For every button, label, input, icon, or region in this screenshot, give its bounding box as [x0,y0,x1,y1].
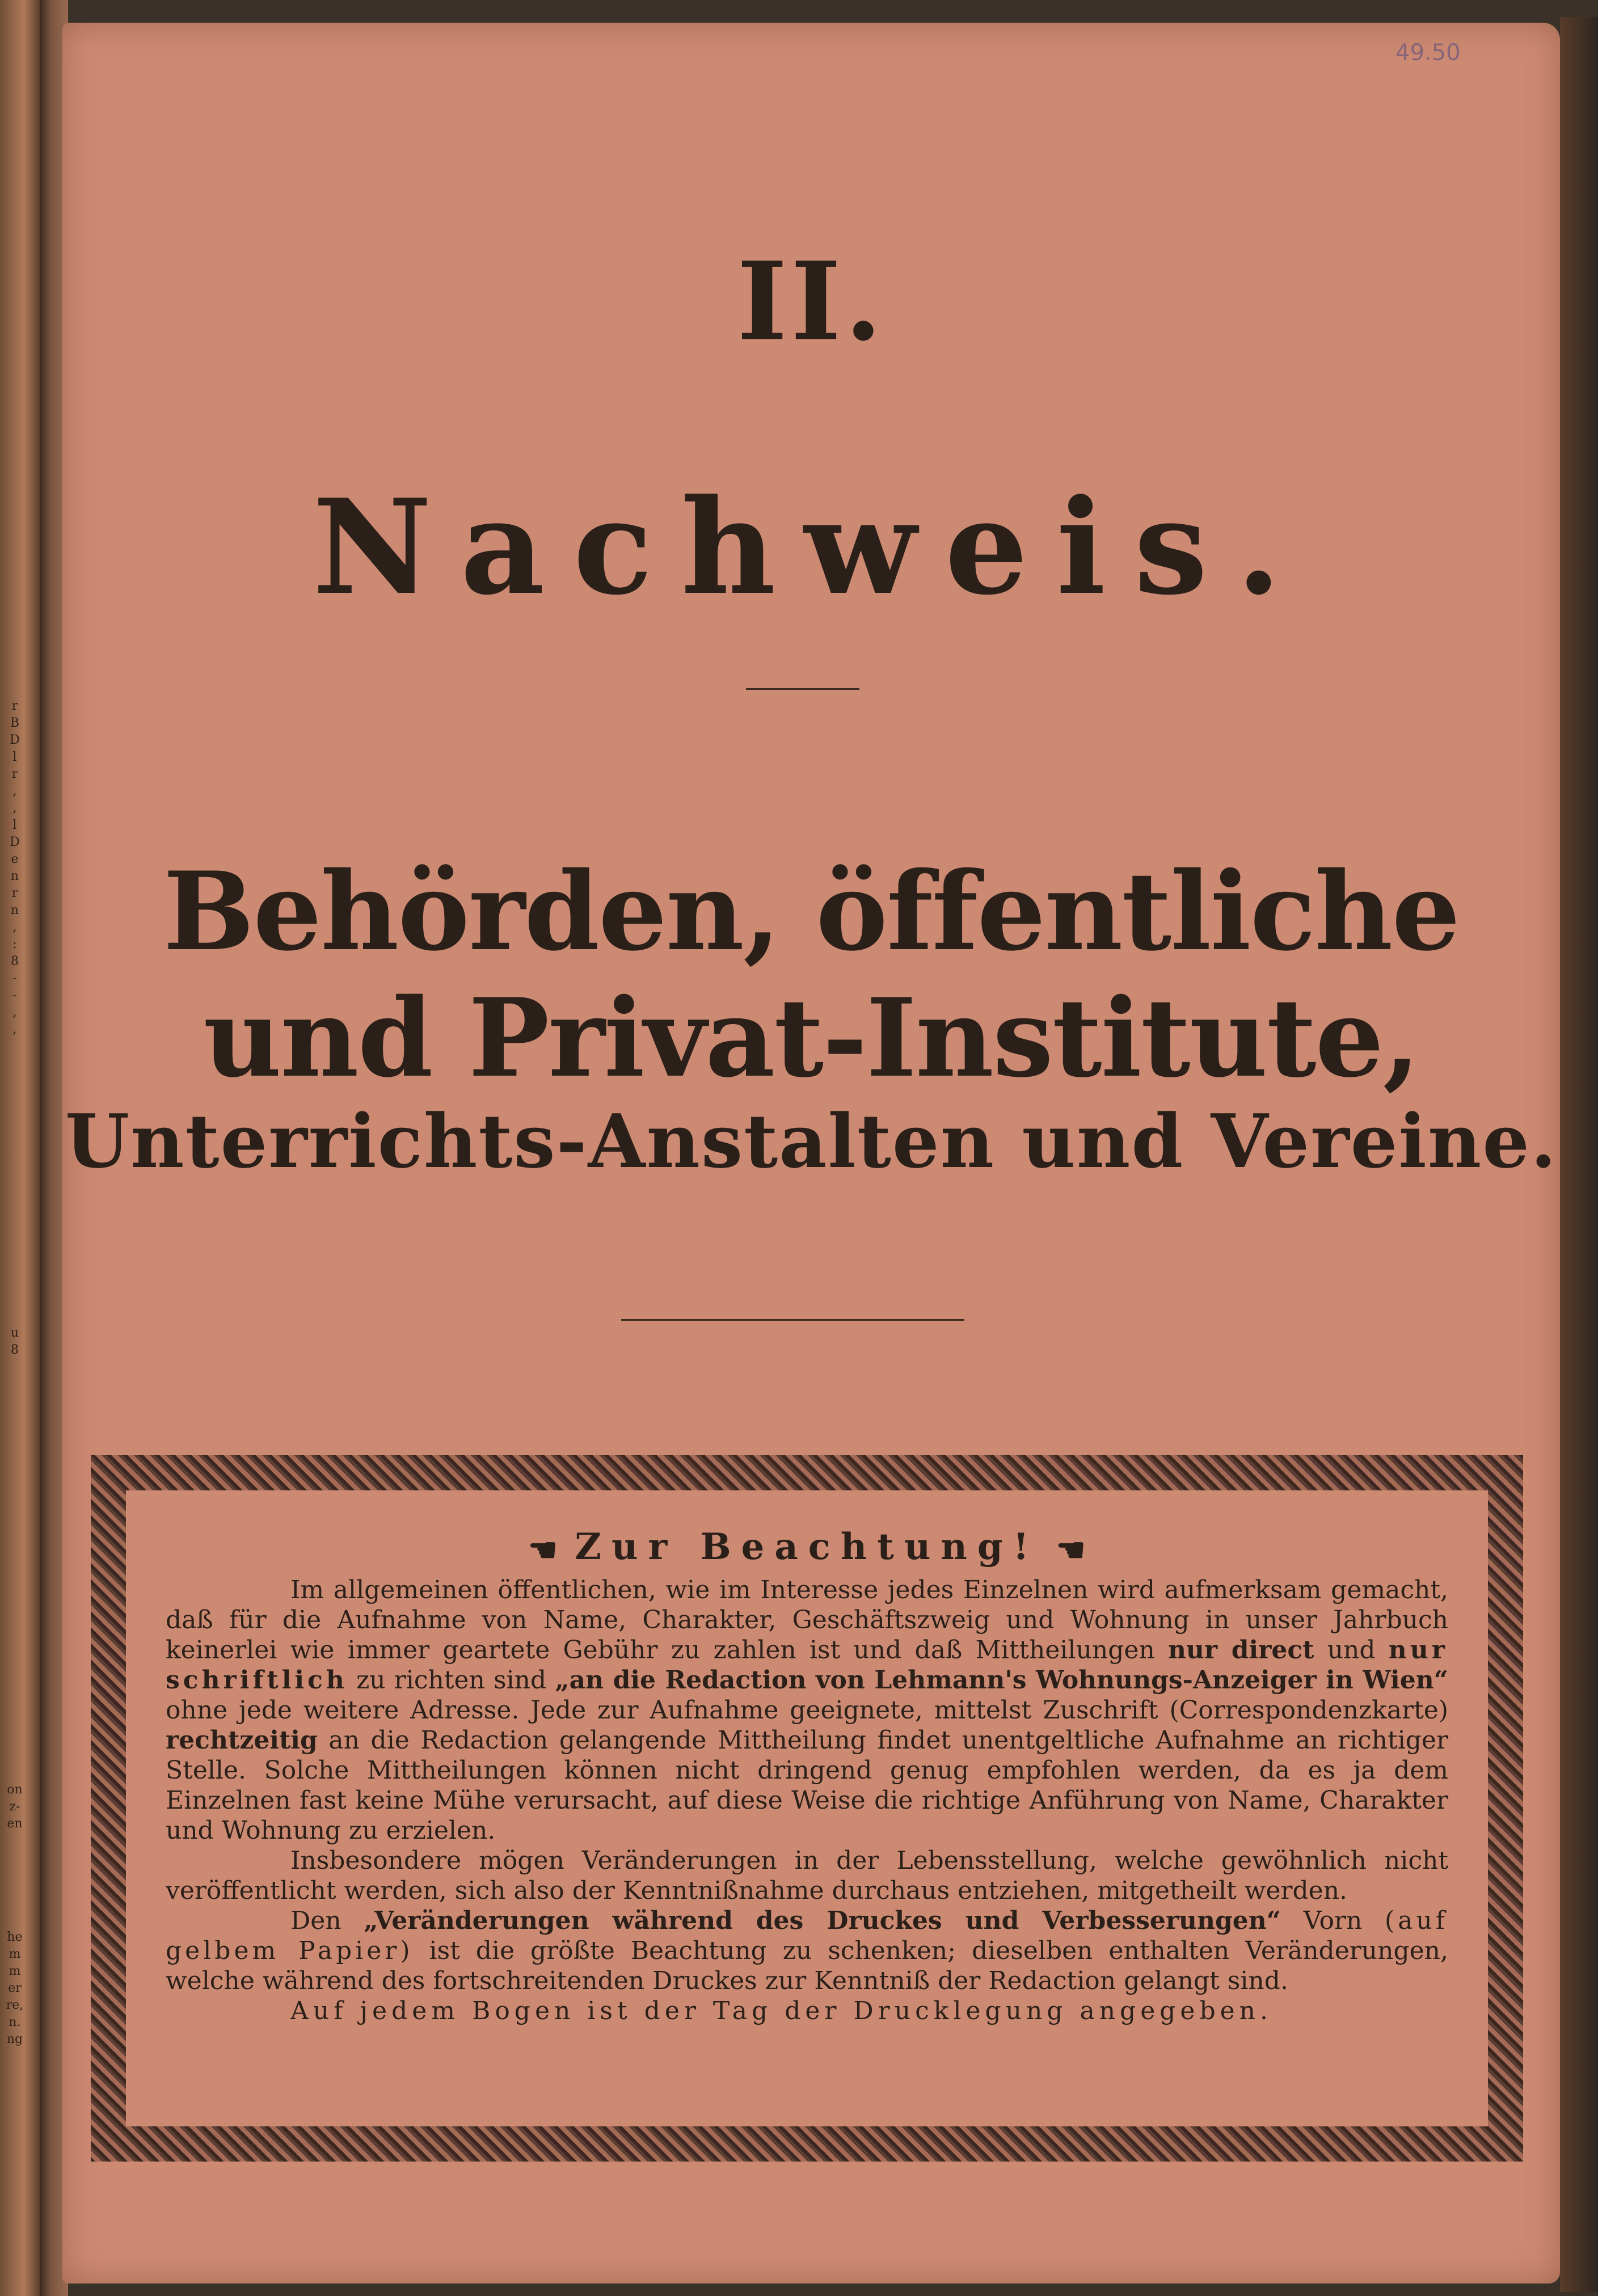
notice-text: Im allgemeinen öffentlichen, wie im Interesse jedes Einzelnen wird aufmerksam gemacht, daß für die Aufnahme von Name, Charakter, Geschäftszweig und Wohnung in unser Jahrbuch keinerlei wie immer geartete Gebühr zu zahlen ist und daß Mittheilungen [166,1575,1448,1665]
notice-heading-row [166,1524,1448,1573]
notice-content [166,1524,1448,2104]
adjacent-page-text-fragment: r B D l r , , l D e n r n , : 8 - - , , [10,699,20,1037]
notice-emphasis: nur schriftlich [166,1635,1448,1695]
handwritten-folio-number: 49.50 [1395,40,1461,66]
adjacent-page-text-fragment: on z- en [7,1783,23,1831]
notice-text: und [1327,1635,1376,1665]
pointing-hand-icon: ☛ [528,1530,558,1569]
notice-emphasis-address: „an die Redaction von Lehmann's Wohnungs-Anzeiger in Wien“ [555,1665,1448,1695]
notice-text: zu richten sind [356,1665,547,1695]
pointing-hand-icon: ☚ [1056,1530,1086,1569]
notice-text: ohne jede weitere Adresse. Jede zur Aufnahme geeignete, mittelst Zuschrift (Correspondenzkarte) [166,1695,1448,1725]
notice-text: an die Redaction gelangende Mittheilung findet unentgeltliche Aufnahme an richtiger Stelle. Solche Mittheilungen können nicht dringend genug empfohlen werden, da es ja dem Einzelnen fast keine Mühe verursacht, auf diese Weise die richtige Anführung von Name, Charakter und Wohnung zu erzielen. [166,1725,1448,1845]
notice-paragraph-2: Insbesondere mögen Veränderungen in der Lebensstellung, welche gewöhnlich nicht veröffentlicht werden, sich also der Kenntnißnahme durchaus entziehen, mitgetheilt werden. [166,1846,1448,1905]
notice-paragraph-3 [166,1906,1448,1996]
notice-emphasis: nur direct [1168,1635,1314,1665]
section-subtitle-line2: Unterrichts-Anstalten und Vereine. [65,1098,1558,1185]
notice-paragraph-1 [166,1575,1448,1846]
adjacent-page-text-fragment: u 8 [10,1326,19,1357]
book-cover-edge [1560,17,1598,2292]
notice-emphasis: rechtzeitig [166,1725,318,1755]
divider-rule [621,1319,964,1321]
notice-text: Den [290,1906,341,1935]
adjacent-page-text-fragment: he m m er re, n. ng [6,1930,24,2046]
section-numeral: II. [737,238,886,365]
notice-text: ist die größte Beachtung zu schenken; dieselben enthalten Veränderungen, welche während des fortschreitenden Druckes zur Kenntniß der Redaction gelangt sind. [166,1936,1448,1995]
notice-box [91,1455,1523,2162]
section-title: Nachweis. [313,471,1310,624]
adjacent-page-edge [0,0,40,2296]
notice-text: Vorn [1303,1906,1363,1935]
notice-paragraph-4: Auf jedem Bogen ist der Tag der Drucklegung angegeben. [290,1996,1272,2025]
notice-spaced-text: (auf gelbem Papier) [166,1906,1448,1965]
notice-emphasis: „Veränderungen während des Druckes und Verbesserungen“ [364,1906,1281,1935]
divider-rule [746,688,859,690]
notice-heading: Zur Beachtung! [575,1526,1039,1568]
section-subtitle-line1: Behörden, öffentliche und Privat-Institute, [163,848,1460,1101]
